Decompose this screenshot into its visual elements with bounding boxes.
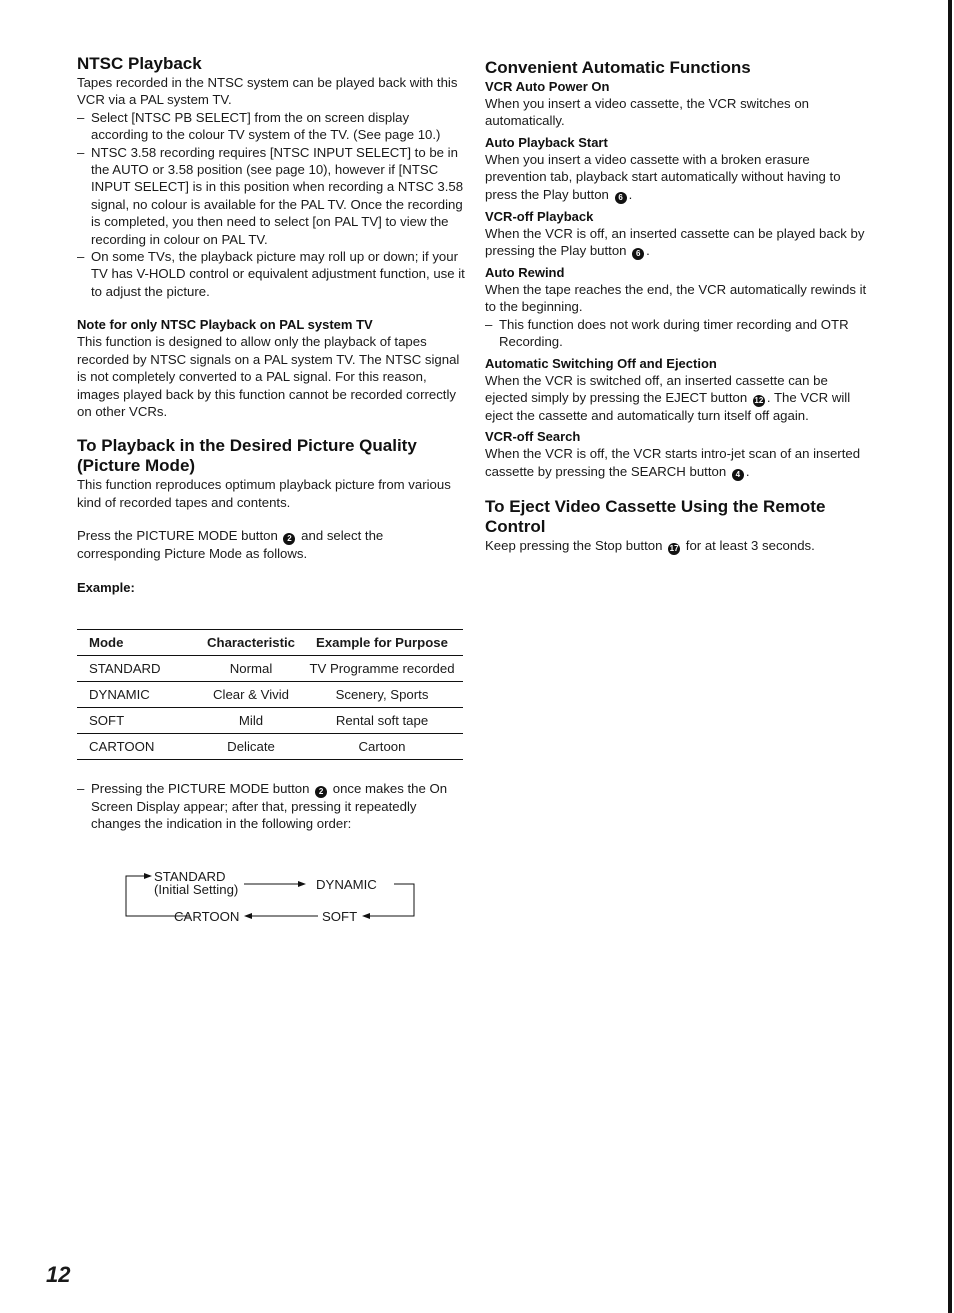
auto-playback-heading: Auto Playback Start xyxy=(485,134,608,150)
standard-label: STANDARD xyxy=(154,869,226,884)
vcr-off-search-body: When the VCR is off, the VCR starts intro-jet scan of an inserted cassette by pressing the SEARCH button 4 . xyxy=(485,446,861,479)
table-row xyxy=(77,708,463,734)
table-cell: STANDARD xyxy=(89,661,161,676)
example-label: Example: xyxy=(77,579,135,595)
play-button-icon: 6 xyxy=(615,192,627,204)
table-cell: DYNAMIC xyxy=(89,687,150,702)
picture-mode-cycle-diagram xyxy=(118,862,438,932)
table-cell: Clear & Vivid xyxy=(213,687,289,702)
table-cell: SOFT xyxy=(89,713,125,728)
picture-mode-heading: To Playback in the Desired Picture Quality (Picture Mode) xyxy=(77,436,417,476)
table-cell: Normal xyxy=(229,661,273,676)
stop-button-icon: 17 xyxy=(669,543,679,553)
ntsc-bullet: – Select [NTSC PB SELECT] from the on screen display according to the colour TV system of the TV. (See page 10.) xyxy=(77,109,441,143)
page-edge-rule xyxy=(948,0,952,1313)
ntsc-intro: Tapes recorded in the NTSC system can be played back with this VCR via a PAL system TV. xyxy=(77,75,458,108)
auto-eject-heading: Automatic Switching Off and Ejection xyxy=(485,355,717,371)
picture-mode-button-icon: 2 xyxy=(315,786,327,798)
table-header: Characteristic xyxy=(207,635,295,650)
convenient-functions-heading: Convenient Automatic Functions xyxy=(485,58,751,77)
ntsc-bullet-text: Select [NTSC PB SELECT] from the on screen display according to the colour TV system of the TV. (See page 10.) xyxy=(91,109,441,143)
picture-mode-table xyxy=(77,629,463,760)
auto-playback-body: When you insert a video cassette with a broken erasure prevention tab, playback start automatically without having to press the Play button 6 . xyxy=(485,151,841,202)
pressing-note xyxy=(77,780,465,833)
auto-power-on-body: When you insert a video cassette, the VCR switches on automatically. xyxy=(485,96,809,129)
note-heading: Note for only NTSC Playback on PAL system TV xyxy=(77,317,373,333)
table-header-row xyxy=(77,630,463,656)
search-button-icon: 4 xyxy=(732,469,744,481)
auto-eject-body: When the VCR is switched off, an inserted cassette can be ejected simply by pressing the EJECT button 12 . The VCR will eject the cassette and automatically turn itself off again. xyxy=(485,372,851,424)
ntsc-bullet-text: NTSC 3.58 recording requires [NTSC INPUT SELECT] to be in the AUTO or 3.58 position (see page 10), however if [NTSC INPUT SELECT] is in this position when recording a NTSC 3.58 signal, no colour is available for the PAL TV. Once the recording is completed, you then need to select [on PAL TV] to view the recording in colour on PAL TV. xyxy=(91,144,464,247)
ntsc-playback-heading: NTSC Playback xyxy=(77,54,202,73)
initial-setting-label: (Initial Setting) xyxy=(154,882,239,897)
table-header: Example for Purpose xyxy=(316,635,448,650)
eject-button-icon: 12 xyxy=(754,396,764,406)
pressing-bullet: – Pressing the PICTURE MODE button 2 once makes the On Screen Display appear; after that, pressing it repeatedly changes the indication in the following order: xyxy=(77,781,448,832)
picture-mode-intro: This function reproduces optimum playback picture from various kind of recorded tapes and contents. xyxy=(77,477,451,510)
play-button-icon: 6 xyxy=(632,248,644,260)
ntsc-bullet: – NTSC 3.58 recording requires [NTSC INPUT SELECT] to be in the AUTO or 3.58 position (see page 10), however if [NTSC INPUT SELECT] is in this position when recording a NTSC 3.58 signal, no colour is available for the PAL TV. Once the recording is completed, you then need to select [on PAL TV] to view the recording in colour on PAL TV. xyxy=(77,144,464,247)
table-row xyxy=(77,734,463,760)
table-row xyxy=(77,656,463,682)
soft-label: SOFT xyxy=(322,909,358,924)
auto-rewind-bullet: – This function does not work during timer recording and OTR Recording. xyxy=(485,316,849,350)
right-column xyxy=(485,58,870,555)
remote-eject-body: Keep pressing the Stop button 17 for at least 3 seconds. xyxy=(485,537,815,553)
ntsc-bullet-text: On some TVs, the playback picture may roll up or down; if your TV has V-HOLD control or equivalent adjustment function, use it to adjust the picture. xyxy=(91,249,465,299)
note-body: This function is designed to allow only the playback of tapes recorded by NTSC signals on a PAL system TV. The NTSC signal is not completely converted to a PAL signal. For this reason, images played back by this function cannot be recorded correctly on other VCRs. xyxy=(77,334,460,419)
vcr-off-playback-heading: VCR-off Playback xyxy=(485,208,594,224)
ntsc-bullet: – On some TVs, the playback picture may roll up or down; if your TV has V-HOLD control or equivalent adjustment function, use it to adjust the picture. xyxy=(77,249,465,299)
left-column xyxy=(77,54,465,596)
table-cell: CARTOON xyxy=(89,739,155,754)
table-cell: Scenery, Sports xyxy=(335,687,429,702)
vcr-off-search-heading: VCR-off Search xyxy=(485,429,581,445)
auto-rewind-body: When the tape reaches the end, the VCR automatically rewinds it to the beginning. xyxy=(485,282,867,315)
picture-mode-button-icon: 2 xyxy=(283,533,295,545)
cartoon-label: CARTOON xyxy=(174,909,240,924)
press-instruction: Press the PICTURE MODE button 2 and select the corresponding Picture Mode as follows. xyxy=(77,528,384,562)
table-cell: Cartoon xyxy=(358,739,406,754)
dynamic-label: DYNAMIC xyxy=(316,877,377,892)
remote-eject-heading: To Eject Video Cassette Using the Remote Control xyxy=(485,496,826,536)
auto-power-on-heading: VCR Auto Power On xyxy=(485,79,610,94)
auto-rewind-heading: Auto Rewind xyxy=(485,265,565,281)
table-cell: Rental soft tape xyxy=(335,713,429,728)
table-row xyxy=(77,682,463,708)
table-cell: Delicate xyxy=(227,739,275,754)
vcr-off-playback-body: When the VCR is off, an inserted cassette can be played back by pressing the Play button 6 . xyxy=(485,225,865,259)
page-number: 12 xyxy=(46,1262,71,1287)
table-header: Mode xyxy=(89,635,124,650)
table-cell: Mild xyxy=(238,713,264,728)
table-cell: TV Programme recorded xyxy=(309,661,455,676)
